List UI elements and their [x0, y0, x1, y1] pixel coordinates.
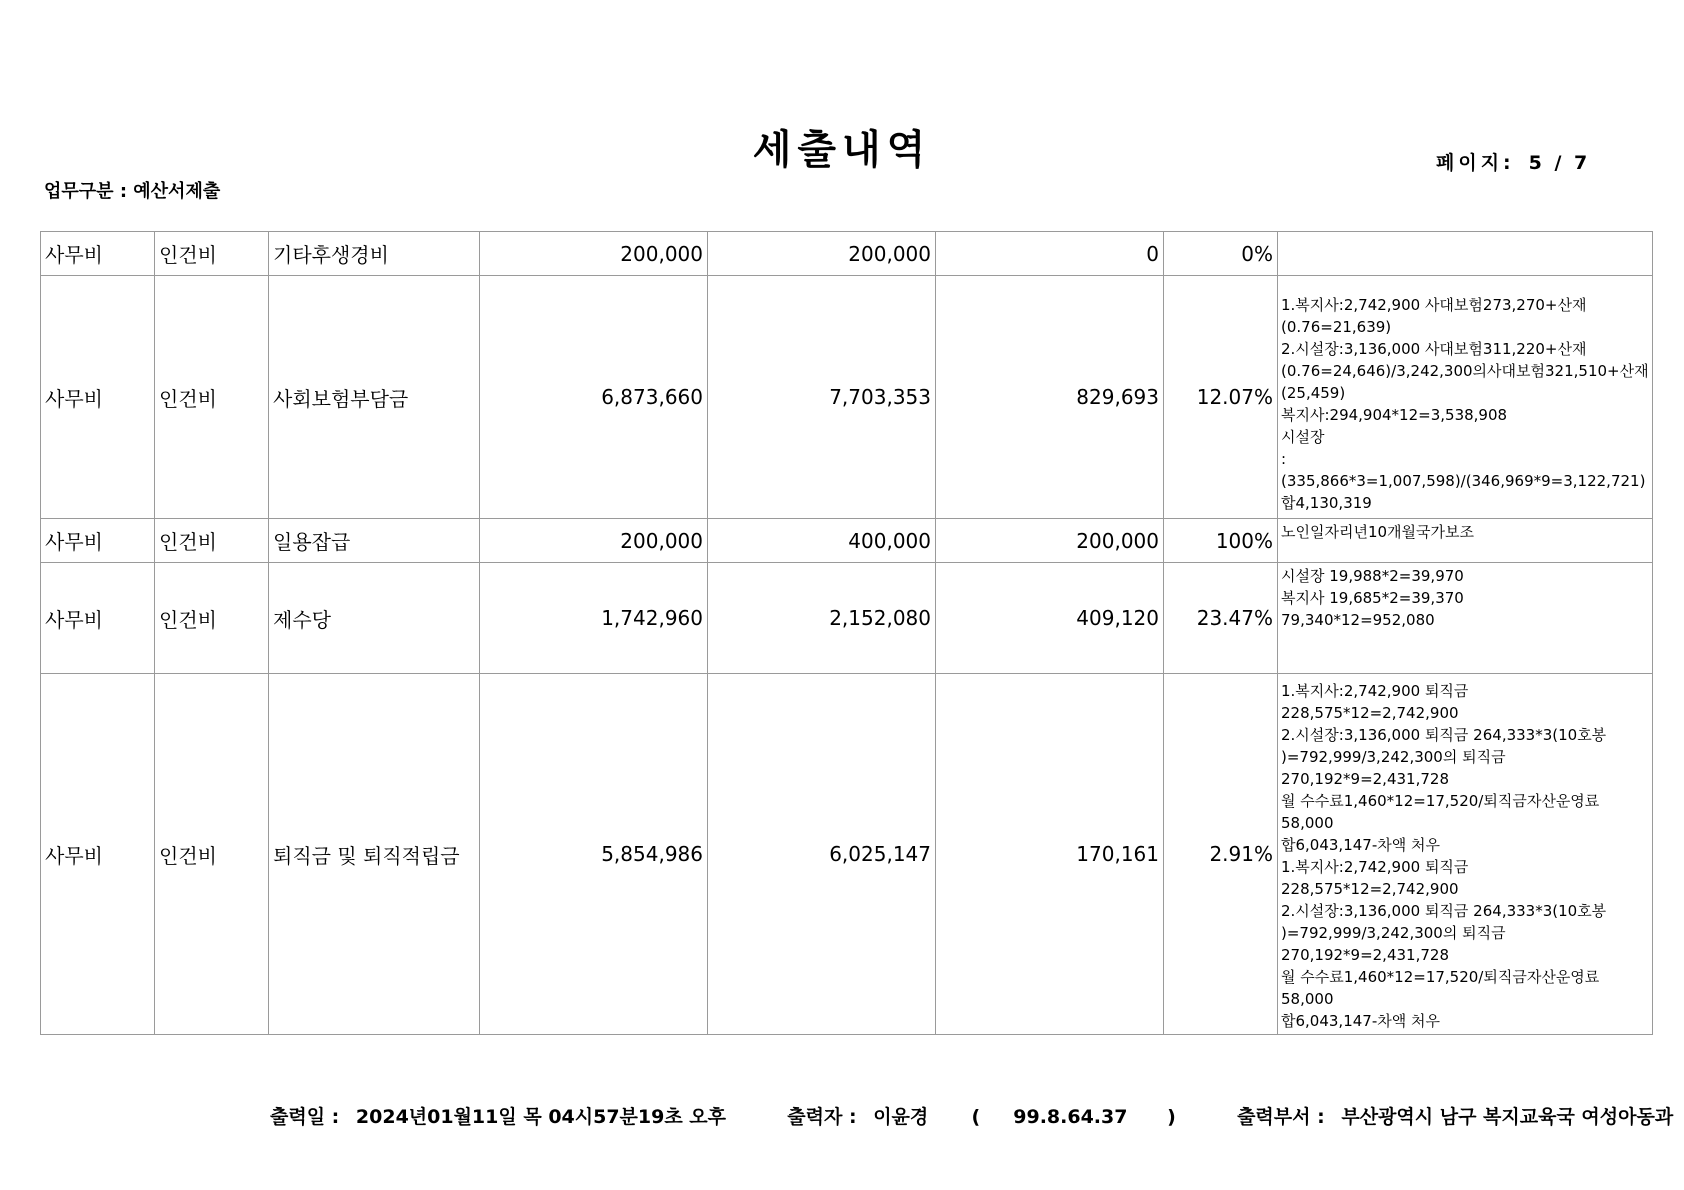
table-row: [41, 232, 1653, 276]
calculation-note-cell: 시설장 19,988*2=39,970 복지사 19,685*2=39,370 79,340*12=952,080: [1278, 563, 1653, 674]
previous-budget-cell: 5,854,986: [480, 674, 708, 1035]
page-indicator: [1436, 148, 1587, 175]
category-cell: 사무비: [41, 519, 155, 563]
current-budget-cell: 7,703,353: [708, 276, 936, 519]
item-cell: 사회보험부담금: [269, 276, 480, 519]
print-date-value: 2024년01월11일 목 04시57분19초 오후: [355, 1106, 727, 1128]
difference-cell: 0: [936, 232, 1164, 276]
table-row: [41, 276, 1653, 519]
printed-by-value: 이윤경: [873, 1106, 929, 1128]
calculation-note-cell: 1.복지사:2,742,900 퇴직금 228,575*12=2,742,900 2.시설장:3,136,000 퇴직금 264,333*3(10호봉 )=792,999/3,242,300의 퇴직금 270,192*9=2,431,728 월 수수료1,460*12=17,520/퇴직금자산운영료 58,000 합6,043,147-차액 처우 1.복지사:2,742,900 퇴직금 228,575*12=2,742,900 2.시설장:3,136,000 퇴직금 264,333*3(10호봉 )=792,999/3,242,300의 퇴직금 270,192*9=2,431,728 월 수수료1,460*12=17,520/퇴직금자산운영료 58,000 합6,043,147-차액 처우: [1278, 674, 1653, 1035]
rate-cell: 23.47%: [1164, 563, 1278, 674]
expenditure-table: [40, 231, 1653, 1035]
calculation-note-cell: 1.복지사:2,742,900 사대보험273,270+산재 (0.76=21,639) 2.시설장:3,136,000 사대보험311,220+산재 (0.76=24,646)/3,242,300의사대보험321,510+산재 (25,459) 복지사:294,904*12=3,538,908 시설장 :(335,866*3=1,007,598)/(346,969*9=3,122,721) 합4,130,319: [1278, 276, 1653, 519]
subcategory-cell: 인건비: [155, 232, 269, 276]
printer-ip-value: ( 99.8.64.37 ): [971, 1106, 1176, 1128]
page-label: 페이지:: [1436, 152, 1515, 174]
print-department-value: 부산광역시 남구 복지교육국 여성아동과: [1341, 1106, 1674, 1128]
subcategory-cell: 인건비: [155, 674, 269, 1035]
table-row: [41, 674, 1653, 1035]
subcategory-cell: 인건비: [155, 563, 269, 674]
rate-cell: 0%: [1164, 232, 1278, 276]
difference-cell: 170,161: [936, 674, 1164, 1035]
calculation-note-cell: 노인일자리년10개월국가보조: [1278, 519, 1653, 563]
item-cell: 일용잡급: [269, 519, 480, 563]
table-row: [41, 563, 1653, 674]
print-date-label: 출력일 :: [270, 1106, 340, 1128]
category-cell: 사무비: [41, 232, 155, 276]
print-footer: [270, 1102, 1673, 1129]
previous-budget-cell: 200,000: [480, 232, 708, 276]
subcategory-cell: 인건비: [155, 519, 269, 563]
current-budget-cell: 6,025,147: [708, 674, 936, 1035]
print-department-label: 출력부서 :: [1237, 1106, 1325, 1128]
document-title: 세출내역: [752, 127, 932, 173]
current-budget-cell: 2,152,080: [708, 563, 936, 674]
rate-cell: 12.07%: [1164, 276, 1278, 519]
previous-budget-cell: 1,742,960: [480, 563, 708, 674]
table-row: [41, 519, 1653, 563]
printed-by-label: 출력자 :: [787, 1106, 857, 1128]
previous-budget-cell: 200,000: [480, 519, 708, 563]
previous-budget-cell: 6,873,660: [480, 276, 708, 519]
calculation-note-cell: [1278, 232, 1653, 276]
difference-cell: 829,693: [936, 276, 1164, 519]
difference-cell: 200,000: [936, 519, 1164, 563]
subcategory-cell: 인건비: [155, 276, 269, 519]
item-cell: 퇴직금 및 퇴직적립금: [269, 674, 480, 1035]
rate-cell: 2.91%: [1164, 674, 1278, 1035]
category-cell: 사무비: [41, 276, 155, 519]
category-cell: 사무비: [41, 563, 155, 674]
rate-cell: 100%: [1164, 519, 1278, 563]
item-cell: 제수당: [269, 563, 480, 674]
current-budget-cell: 200,000: [708, 232, 936, 276]
item-cell: 기타후생경비: [269, 232, 480, 276]
page-number: 5 / 7: [1528, 152, 1588, 174]
work-type-label: 업무구분 : 예산서제출: [44, 181, 221, 202]
difference-cell: 409,120: [936, 563, 1164, 674]
current-budget-cell: 400,000: [708, 519, 936, 563]
category-cell: 사무비: [41, 674, 155, 1035]
